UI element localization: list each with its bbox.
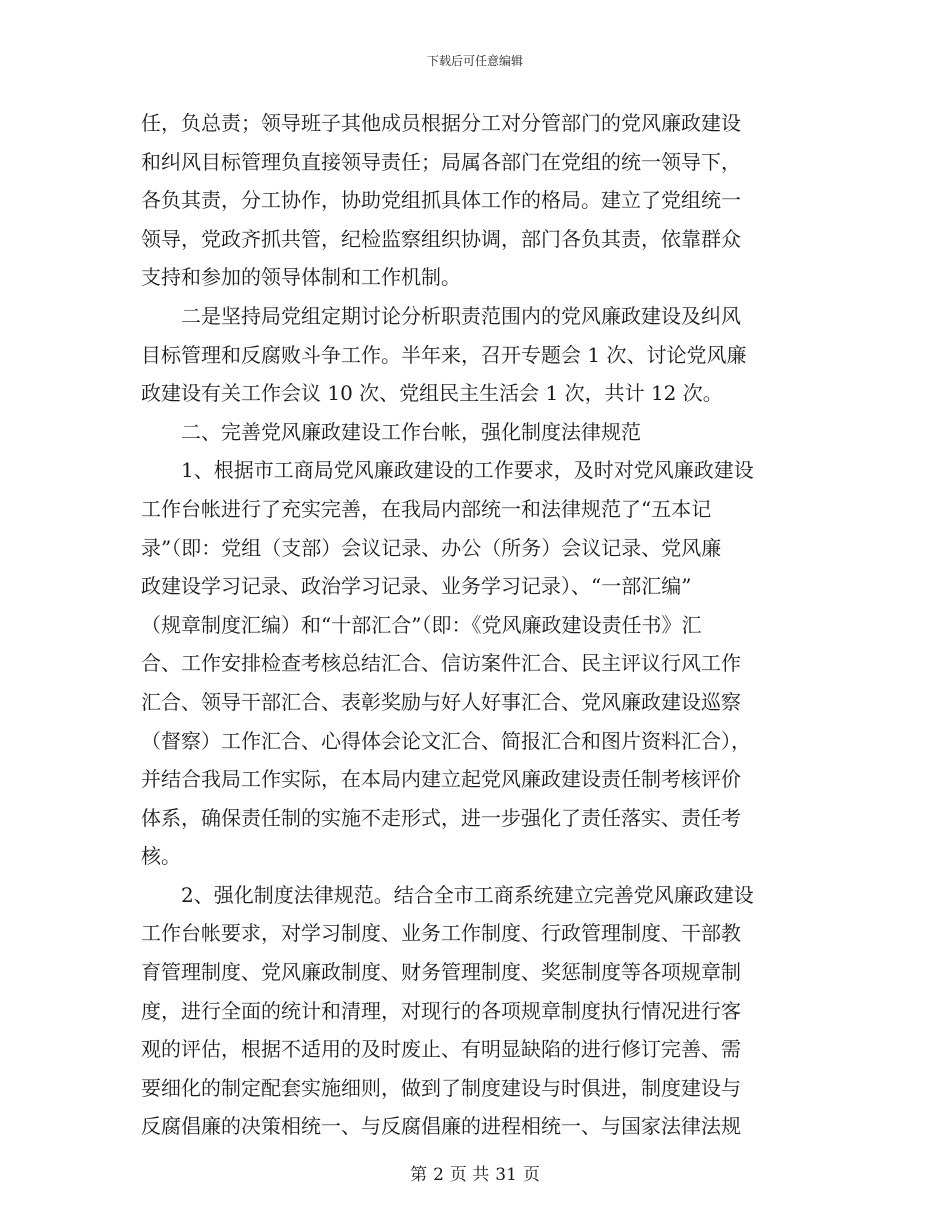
text-line: 工作台帐进行了充实完善，在我局内部统一和法律规范了“五本记 bbox=[141, 496, 712, 521]
text-line: 1、根据市工商局党风廉政建设的工作要求，及时对党风廉政建设 bbox=[141, 458, 754, 483]
text-line: 录”（即：党组（支部）会议记录、办公（所务）会议记录、党风廉 bbox=[141, 535, 722, 560]
text-line: 和纠风目标管理负直接领导责任；局属各部门在党组的统一领导下， bbox=[141, 149, 741, 174]
text-line: 核。 bbox=[141, 844, 181, 869]
text-line: 合、工作安排检查考核总结汇合、信访案件汇合、民主评议行风工作 bbox=[141, 651, 741, 676]
text-line: 领导，党政齐抓共管，纪检监察组织协调，部门各负其责，依靠群众 bbox=[141, 226, 741, 251]
text-line: 育管理制度、党风廉政制度、财务管理制度、奖惩制度等各项规章制 bbox=[141, 960, 741, 985]
text-line: 并结合我局工作实际，在本局内建立起党风廉政建设责任制考核评价 bbox=[141, 767, 741, 792]
page-footer bbox=[0, 1160, 950, 1185]
text-line: 支持和参加的领导体制和工作机制。 bbox=[141, 265, 461, 290]
text-line: 各负其责，分工协作，协助党组抓具体工作的格局。建立了党组统一 bbox=[141, 188, 741, 213]
text-line: 体系，确保责任制的实施不走形式，进一步强化了责任落实、责任考 bbox=[141, 805, 741, 830]
body-text bbox=[141, 104, 811, 1146]
text-line: 目标管理和反腐败斗争工作。半年来，召开专题会 1 次、讨论党风廉 bbox=[141, 342, 747, 367]
text-line: （督察）工作汇合、心得体会论文汇合、简报汇合和图片资料汇合）， bbox=[141, 728, 751, 753]
footer-page-number: 2 bbox=[433, 1165, 444, 1185]
footer-prefix: 第 bbox=[410, 1165, 428, 1185]
text-line: 汇合、领导干部汇合、表彰奖励与好人好事汇合、党风廉政建设巡察 bbox=[141, 689, 741, 714]
text-line: 要细化的制定配套实施细则，做到了制度建设与时俱进，制度建设与 bbox=[141, 1075, 741, 1100]
text-line: （规章制度汇编）和“十部汇合”（即：《党风廉政建设责任书》汇 bbox=[141, 612, 702, 637]
header-note: 下载后可任意编辑 bbox=[426, 54, 523, 68]
footer-suffix: 页 bbox=[522, 1165, 540, 1185]
text-line: 二是坚持局党组定期讨论分析职责范围内的党风廉政建设及纠风 bbox=[141, 303, 741, 328]
text-line: 政建设学习记录、政治学习记录、业务学习记录）、“一部汇编” bbox=[141, 574, 692, 599]
text-line: 2、强化制度法律规范。结合全市工商系统建立完善党风廉政建设 bbox=[141, 882, 754, 907]
text-line: 度，进行全面的统计和清理，对现行的各项规章制度执行情况进行客 bbox=[141, 998, 741, 1023]
footer-total-pages: 31 bbox=[495, 1165, 517, 1185]
text-line: 观的评估，根据不适用的及时废止、有明显缺陷的进行修订完善、需 bbox=[141, 1037, 741, 1062]
text-line: 反腐倡廉的决策相统一、与反腐倡廉的进程相统一、与国家法律法规 bbox=[141, 1114, 741, 1139]
footer-middle: 页 共 bbox=[449, 1165, 490, 1185]
text-line: 任，负总责；领导班子其他成员根据分工对分管部门的党风廉政建设 bbox=[141, 111, 741, 135]
text-line: 工作台帐要求，对学习制度、业务工作制度、行政管理制度、干部教 bbox=[141, 921, 741, 946]
section-heading: 二、完善党风廉政建设工作台帐，强化制度法律规范 bbox=[141, 419, 641, 444]
text-line: 政建设有关工作会议 10 次、党组民主生活会 1 次，共计 12 次。 bbox=[141, 381, 723, 406]
